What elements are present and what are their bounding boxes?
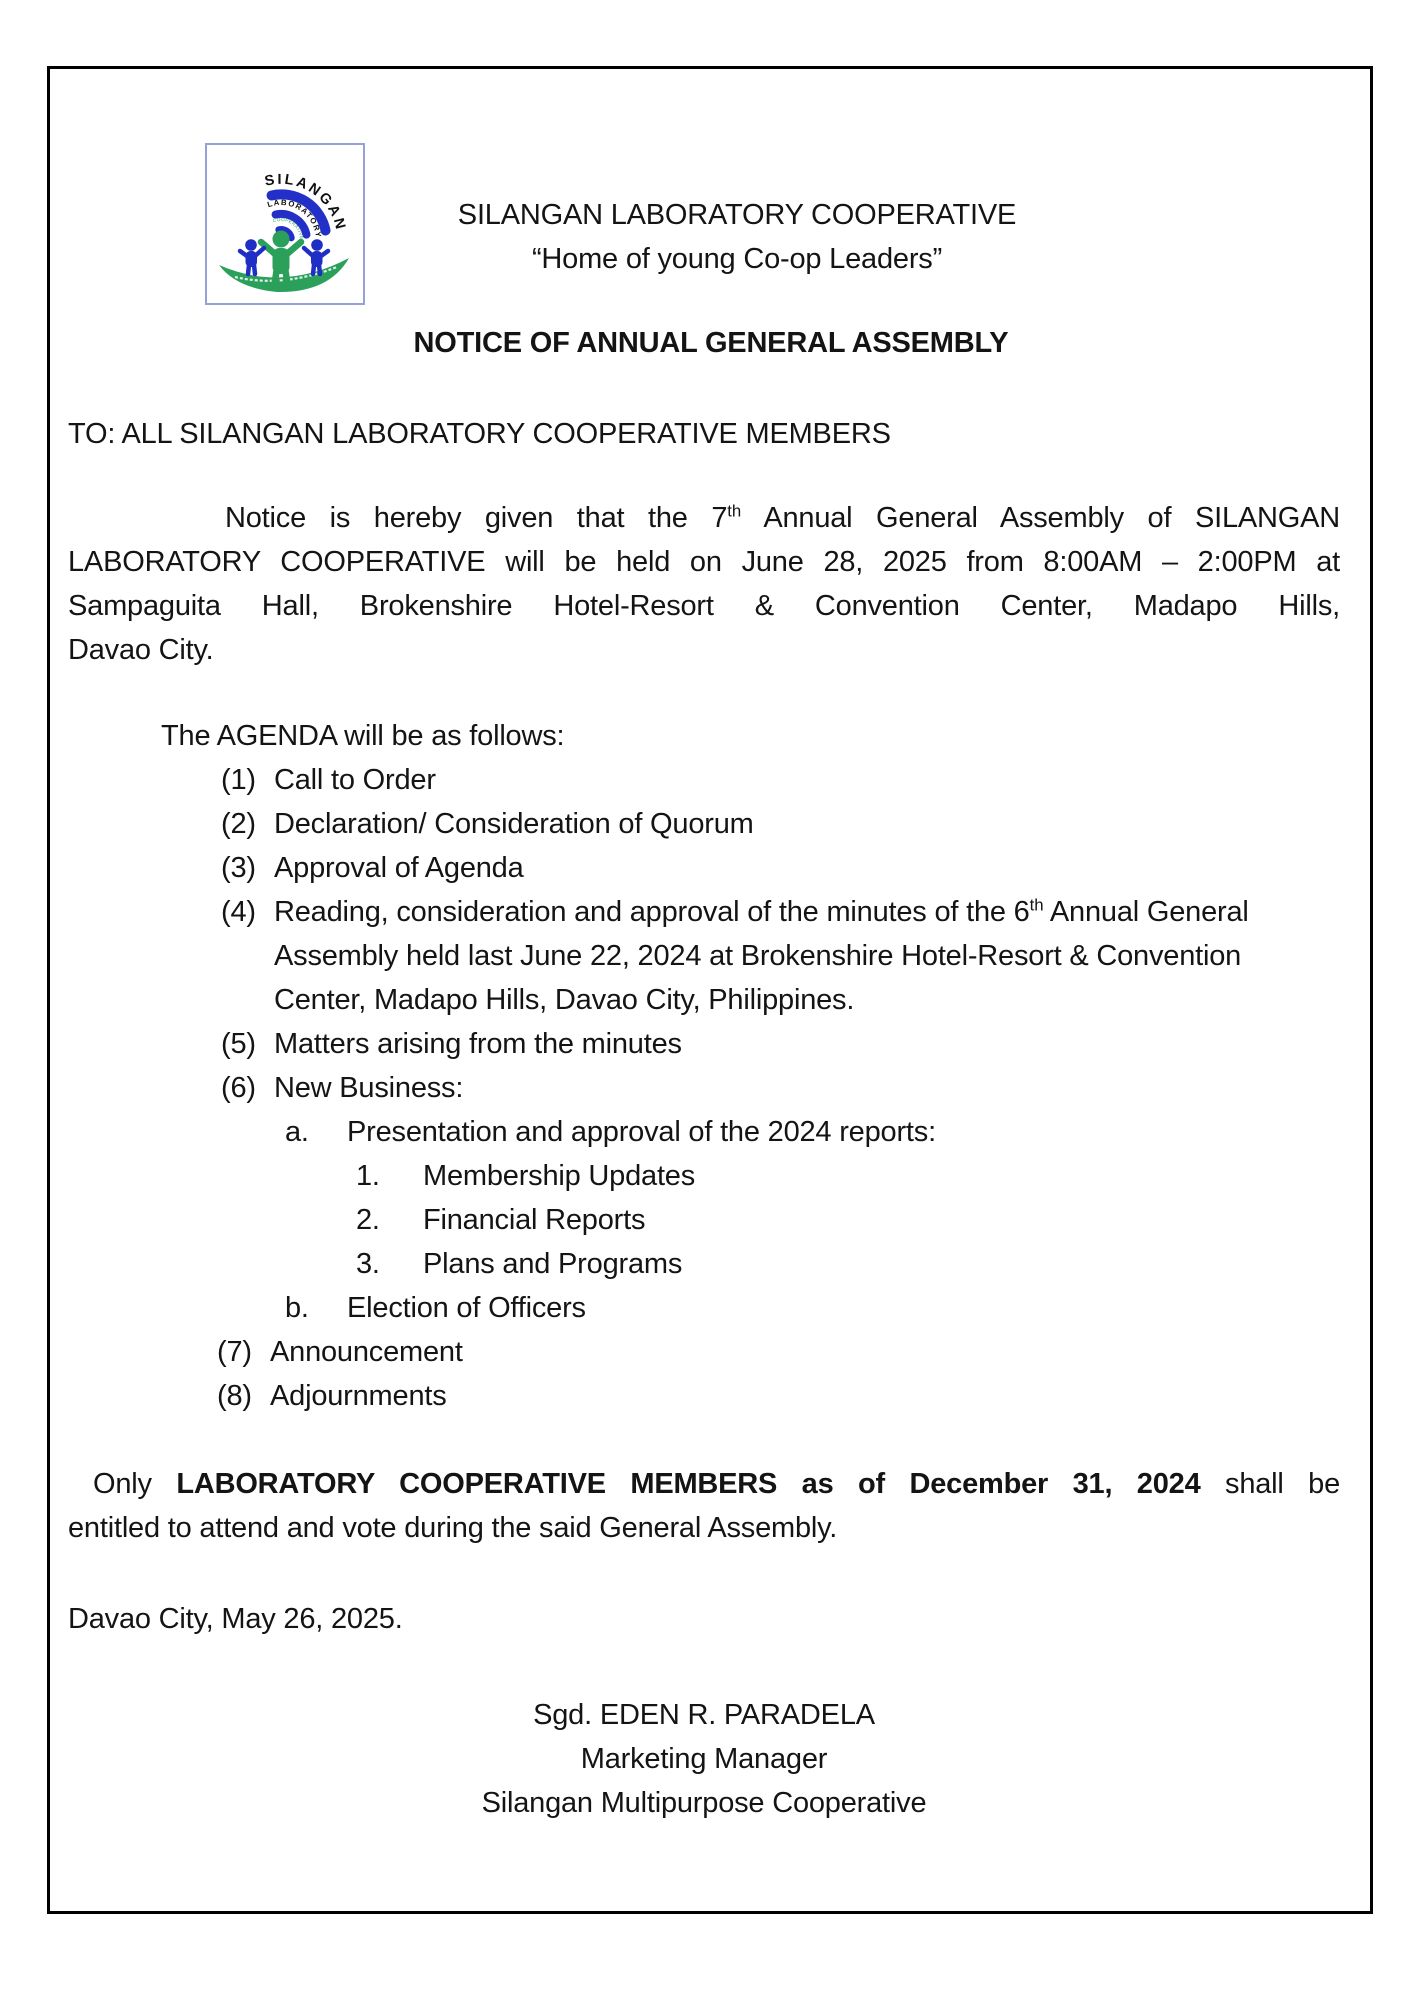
agenda-item-1-text: Call to Order <box>274 764 436 796</box>
agenda-item-4-post: Annual General Assembly held last June 22, 2024 at Brokenshire Hotel-Resort & Convention Center, Madapo Hills, Davao City, Philippines. <box>274 896 1249 1016</box>
logo-arc-text-inner: COOPERATIVE <box>272 216 305 240</box>
intro-line-2: LABORATORY COOPERATIVE will be held on June 28, 2025 from 8:00AM – 2:00PM at <box>68 546 1340 578</box>
eligibility-paragraph <box>68 1462 1340 1550</box>
agenda-item-7-text: Announcement <box>270 1336 463 1368</box>
agenda-item-5 <box>68 1022 1340 1066</box>
agenda-item-7-marker: (7) <box>217 1336 252 1368</box>
agenda-intro: The AGENDA will be as follows: <box>161 720 565 752</box>
agenda-item-2-text: Declaration/ Consideration of Quorum <box>274 808 754 840</box>
report-item-3-text: Plans and Programs <box>423 1248 683 1280</box>
agenda-item-1 <box>68 758 1340 802</box>
agenda-item-6-marker: (6) <box>221 1072 256 1104</box>
report-item-2-text: Financial Reports <box>423 1204 646 1236</box>
agenda-item-4 <box>68 890 1340 1022</box>
agenda-item-8-text: Adjournments <box>270 1380 447 1412</box>
report-item-1-marker: 1. <box>356 1160 380 1192</box>
agenda-item-3-text: Approval of Agenda <box>274 852 524 884</box>
intro-line-1 <box>68 496 1340 540</box>
document-content <box>68 69 1340 1825</box>
agenda-item-4-marker: (4) <box>221 896 256 928</box>
new-business-item-a-marker: a. <box>285 1116 309 1148</box>
intro-line-1-text: Notice is hereby given that the 7 <box>225 502 728 534</box>
eligibility-line-1 <box>68 1462 1340 1506</box>
report-item-2-marker: 2. <box>356 1204 380 1236</box>
agenda-item-5-text: Matters arising from the minutes <box>274 1028 682 1060</box>
eligibility-line-2: entitled to attend and vote during the said General Assembly. <box>68 1512 838 1544</box>
agenda-item-3 <box>68 846 1340 890</box>
intro-paragraph <box>68 496 1340 672</box>
agenda-item-2 <box>68 802 1340 846</box>
agenda-item-4-text <box>274 890 1284 1022</box>
report-item-1-text: Membership Updates <box>423 1160 696 1192</box>
notice-title: NOTICE OF ANNUAL GENERAL ASSEMBLY <box>413 327 1009 359</box>
new-business-item-a <box>68 1110 1340 1154</box>
org-tagline: “Home of young Co-op Leaders” <box>531 243 943 275</box>
signatory-name: Sgd. EDEN R. PARADELA <box>533 1699 875 1731</box>
letterhead <box>68 193 1340 281</box>
page-border-frame <box>47 66 1373 1914</box>
new-business-item-a-text: Presentation and approval of the 2024 reports: <box>347 1116 936 1148</box>
signatory-title: Marketing Manager <box>580 1743 828 1775</box>
agenda-item-8-marker: (8) <box>217 1380 252 1412</box>
agenda-list <box>68 758 1340 1418</box>
addressee-line: TO: ALL SILANGAN LABORATORY COOPERATIVE MEMBERS <box>68 418 891 450</box>
ordinal-superscript: th <box>1029 895 1044 915</box>
ordinal-superscript: th <box>727 501 742 521</box>
logo-arc-text-mid: LABORATORY <box>266 197 324 239</box>
date-line: Davao City, May 26, 2025. <box>68 1603 403 1635</box>
signatory-org: Silangan Multipurpose Cooperative <box>481 1787 927 1819</box>
org-name: SILANGAN LABORATORY COOPERATIVE <box>457 199 1017 231</box>
agenda-item-1-marker: (1) <box>221 764 256 796</box>
report-item-3-marker: 3. <box>356 1248 380 1280</box>
agenda-item-6 <box>68 1066 1340 1110</box>
signature-block <box>68 1693 1340 1825</box>
agenda-item-8 <box>68 1374 1340 1418</box>
logo-arc-text-top: SILANGAN <box>263 171 349 234</box>
agenda-item-5-marker: (5) <box>221 1028 256 1060</box>
new-business-item-b-text: Election of Officers <box>347 1292 586 1324</box>
intro-line-1-rest: Annual General Assembly of SILANGAN <box>741 502 1340 534</box>
eligibility-post: shall be <box>1200 1468 1341 1500</box>
intro-line-3: Sampaguita Hall, Brokenshire Hotel-Resort & Convention Center, Madapo Hills, <box>68 590 1340 622</box>
report-item-3 <box>68 1242 1340 1286</box>
agenda-item-4-pre: Reading, consideration and approval of the minutes of the 6 <box>274 896 1030 928</box>
agenda-item-7 <box>68 1330 1340 1374</box>
new-business-item-b <box>68 1286 1340 1330</box>
eligibility-bold: LABORATORY COOPERATIVE MEMBERS as of December 31, 2024 <box>176 1468 1201 1500</box>
agenda-item-6-text: New Business: <box>274 1072 464 1104</box>
new-business-item-b-marker: b. <box>285 1292 309 1324</box>
report-item-1 <box>68 1154 1340 1198</box>
intro-line-4: Davao City. <box>68 634 214 666</box>
report-item-2 <box>68 1198 1340 1242</box>
agenda-item-3-marker: (3) <box>221 852 256 884</box>
eligibility-pre: Only <box>93 1468 177 1500</box>
agenda-item-2-marker: (2) <box>221 808 256 840</box>
